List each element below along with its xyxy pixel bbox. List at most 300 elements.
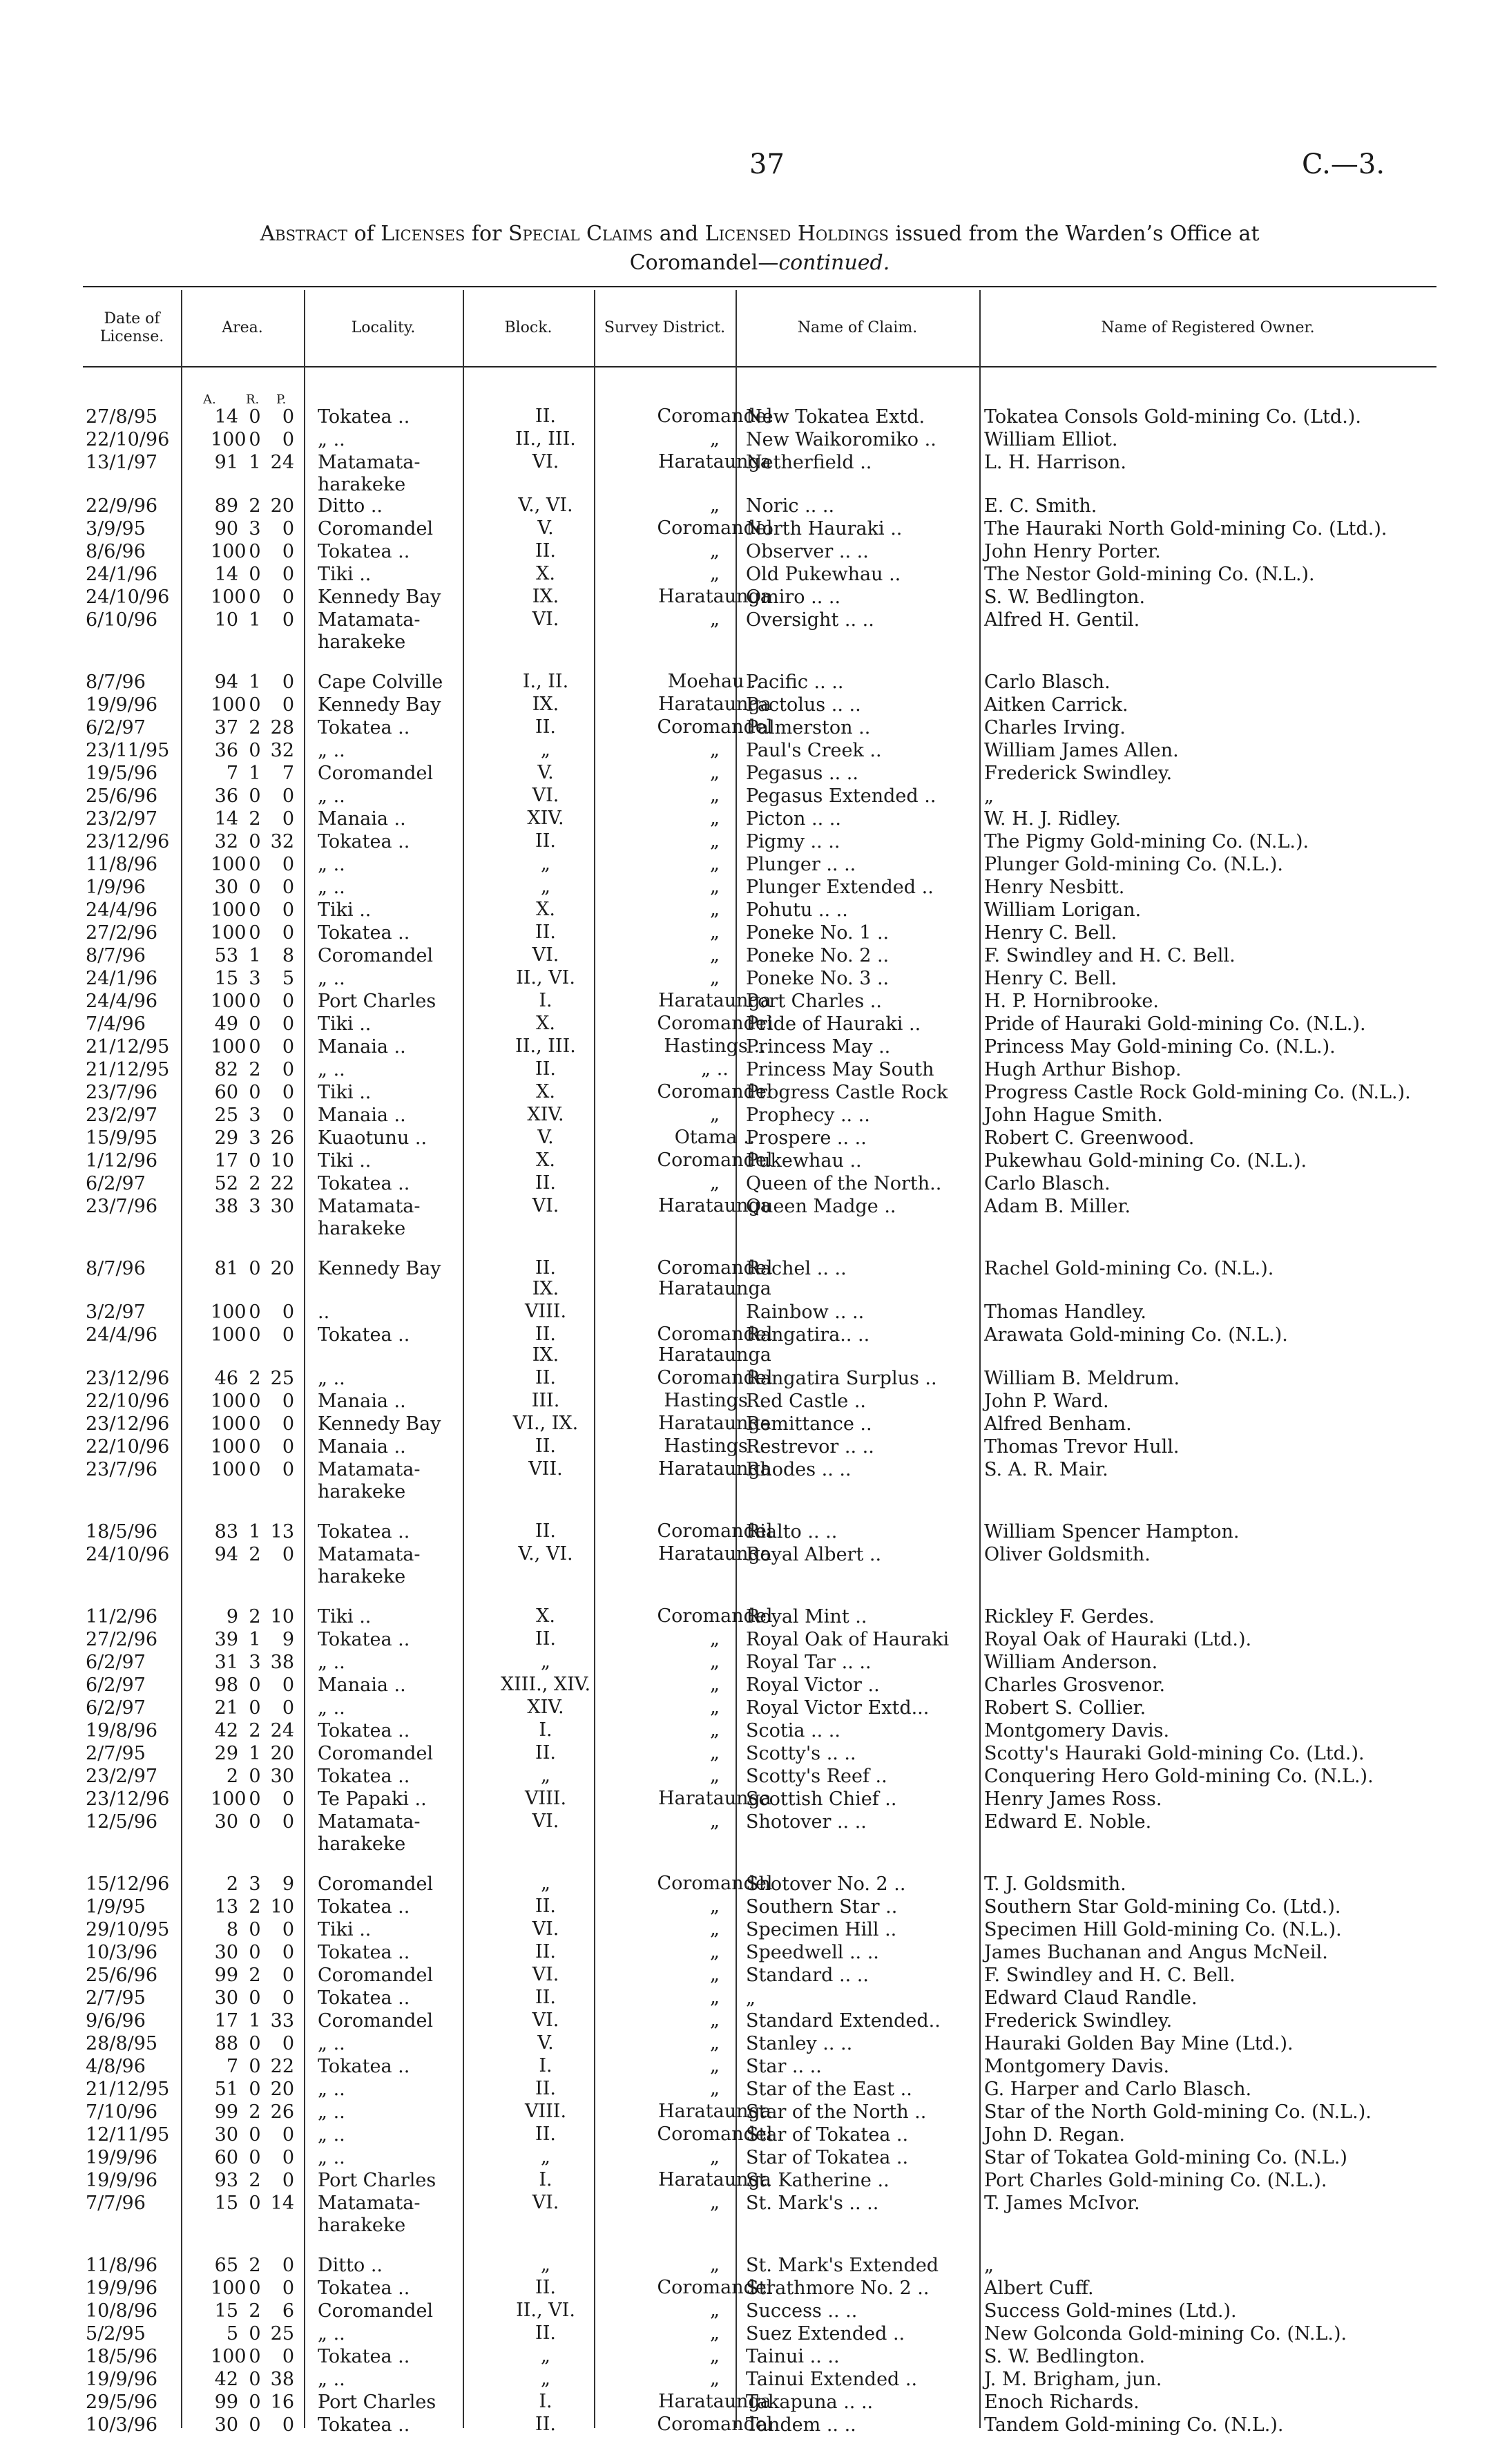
cell-locality: Port Charles [318,2170,436,2191]
cell-claim-name: Pegasus .. .. [746,763,858,784]
cell-date: 25/6/96 [86,1965,158,1986]
cell-block: V. [537,1127,554,1148]
cell-acres: 36 [214,740,238,761]
cell-district: Coromandel [657,1367,773,1388]
cell-perches: 0 [282,1919,294,1940]
table-row [83,785,1436,808]
table-row [83,1413,1436,1436]
cell-district: Coromandel [657,1013,773,1034]
cell-date: 22/10/96 [86,429,170,450]
cell-perches: 0 [282,1059,294,1080]
cell-locality: Kennedy Bay [318,586,441,608]
cell-perches: 0 [282,1544,294,1565]
page-reference: C.—3. [1302,149,1385,180]
cell-date: 15/12/96 [86,1873,170,1895]
cell-block: VI. [532,1195,559,1216]
cell-locality: „ .. [318,2033,345,2054]
cell-district: Harataunga [658,2101,771,2122]
cell-locality: Tokatea .. [318,406,410,428]
cell-roods: 2 [249,1720,261,1741]
cell-date: 27/8/95 [86,406,158,428]
title-licensed-holdings: Licensed Holdings [704,222,889,246]
cell-roods: 1 [249,2010,261,2032]
cell-district: Coromandel [657,405,773,427]
cell-district: Coromandel [657,2277,773,2298]
cell-block: VI. [532,944,559,966]
cell-roods: 1 [249,763,261,784]
cell-district: „ [710,2345,720,2367]
cell-block: II. [535,1941,556,1962]
cell-acres: 100 [211,991,247,1012]
title-special-claims: Special Claims [508,222,653,246]
cell-perches: 0 [282,2414,294,2436]
cell-block: „ [541,2368,550,2389]
cell-block: I. [539,2055,552,2076]
cell-locality: Tiki .. [318,564,372,585]
cell-claim-name: Tainui .. .. [746,2346,840,2367]
table-row [83,968,1436,991]
cell-acres: 51 [214,2079,238,2100]
cell-district: „ [710,1628,720,1650]
cell-district: „ [710,2368,720,2389]
cell-block: VIII. [524,1788,567,1809]
cell-owner: S. W. Bedlington. [984,2346,1146,2367]
cell-locality: „ .. [318,1652,345,1673]
cell-claim-name: Palmerston .. [746,717,871,738]
cell-claim-name: St. Katherine .. [746,2170,890,2191]
cell-block: V. [537,2032,554,2054]
cell-claim-name: Pacific .. .. [746,671,844,693]
cell-date: 23/7/96 [86,1196,158,1217]
cell-date: 9/6/96 [86,2010,146,2032]
cell-perches: 0 [282,877,294,898]
header-area: Area. [222,319,263,336]
cell-perches: 7 [282,763,294,784]
cell-block: II. [535,1742,556,1764]
cell-locality: Matamata-harakeke [318,2193,421,2236]
cell-block: X. [536,1605,555,1627]
cell-owner: Hugh Arthur Bishop. [984,1059,1182,1080]
table-row [83,1459,1436,1502]
cell-district: „ [710,1172,720,1194]
cell-date: 1/9/96 [86,877,146,898]
table-row [83,1919,1436,1942]
cell-date: 28/8/95 [86,2033,158,2054]
cell-roods: 0 [249,1391,261,1412]
cell-owner: Thomas Trevor Hull. [984,1436,1180,1458]
cell-acres: 83 [214,1521,238,1543]
cell-roods: 0 [249,1013,261,1035]
table-row [83,1652,1436,1674]
cell-district: „ [710,853,720,875]
cell-owner: F. Swindley and H. C. Bell. [984,945,1236,966]
cell-acres: 60 [214,1082,238,1103]
cell-acres: 42 [214,2369,238,2390]
cell-acres: 99 [214,1965,238,1986]
cell-acres: 13 [214,1896,238,1918]
cell-block: „ [541,1873,550,1894]
cell-perches: 0 [282,808,294,830]
cell-owner: Specimen Hill Gold-mining Co. (N.L.). [984,1919,1342,1940]
cell-district: „ [710,495,720,516]
table-row [83,495,1436,518]
cell-district: Otama .. [674,1127,756,1148]
cell-date: 12/5/96 [86,1811,158,1833]
cell-locality: Tokatea .. [318,717,410,738]
cell-owner: Thomas Handley. [984,1301,1146,1323]
cell-owner: John P. Ward. [984,1391,1109,1412]
cell-claim-name: Pigmy .. .. [746,831,840,852]
table-row [83,831,1436,854]
cell-claim-name: Poneke No. 1 .. [746,922,890,944]
cell-roods: 3 [249,1652,261,1673]
cell-locality: Tokatea .. [318,541,410,562]
table-row [83,1036,1436,1059]
cell-perches: 26 [270,1127,294,1149]
cell-locality: Manaia .. [318,1436,406,1458]
cell-owner: Henry James Ross. [984,1788,1162,1810]
cell-roods: 2 [249,2101,261,2123]
cell-roods: 0 [249,2346,261,2367]
cell-block: „ [541,2146,550,2168]
cell-claim-name: Red Castle .. [746,1391,866,1412]
cell-locality: Tokatea .. [318,2277,410,2299]
cell-owner: W. H. J. Ridley. [984,808,1121,830]
cell-roods: 0 [249,1436,261,1458]
cell-owner: Henry C. Bell. [984,922,1117,944]
cell-perches: 33 [270,2010,294,2032]
cell-date: 23/2/97 [86,808,158,830]
cell-locality: Ditto .. [318,2255,383,2276]
table-row [83,2193,1436,2236]
cell-date: 22/10/96 [86,1391,170,1412]
cell-roods: 0 [249,2277,261,2299]
cell-date: 10/8/96 [86,2300,158,2322]
cell-date: 21/12/95 [86,1059,170,1080]
cell-block: X. [536,899,555,920]
cell-roods: 0 [249,877,261,898]
cell-block: VI. [532,2192,559,2213]
cell-locality: Tokatea .. [318,922,410,944]
table-row [83,1629,1436,1652]
cell-owner: Pride of Hauraki Gold-mining Co. (N.L.). [984,1013,1366,1035]
cell-block: II. [535,1520,556,1542]
cell-acres: 98 [214,1674,238,1696]
cell-perches: 0 [282,1105,294,1126]
cell-block: II. [535,405,556,427]
cell-owner: E. C. Smith. [984,495,1097,517]
cell-owner: Montgomery Davis. [984,1720,1170,1741]
cell-locality: Matamata-harakeke [318,1196,421,1239]
cell-roods: 2 [249,717,261,738]
cell-roods: 1 [249,452,261,473]
cell-district: „ [710,2300,720,2321]
cell-block: VI. [532,1811,559,1832]
cell-district: Coromandel [657,1081,773,1102]
cell-district: „ [710,830,720,852]
cell-claim-name: Royal Victor .. [746,1674,880,1696]
cell-locality: Coromandel [318,763,434,784]
cell-claim-name: Rangatira Surplus .. [746,1368,937,1389]
title-of: of [354,222,374,246]
cell-perches: 0 [282,2346,294,2367]
cell-roods: 0 [249,1082,261,1103]
cell-owner: William Spencer Hampton. [984,1521,1240,1543]
table-row [83,429,1436,452]
table-row [83,2033,1436,2056]
cell-claim-name: Royal Tar .. .. [746,1652,872,1673]
table-row [83,2124,1436,2147]
cell-owner: Star of Tokatea Gold-mining Co. (N.L.) [984,2147,1347,2168]
cell-date: 8/7/96 [86,1258,146,1279]
header-top-rule [83,286,1436,287]
cell-owner: Plunger Gold-mining Co. (N.L.). [984,854,1283,875]
cell-date: 23/2/97 [86,1766,158,1787]
cell-locality: „ .. [318,2369,345,2390]
cell-claim-name: Rangatira.. .. [746,1324,870,1346]
cell-date: 24/4/96 [86,899,158,921]
cell-claim-name: Standard .. .. [746,1965,869,1986]
cell-district: „ [710,1742,720,1764]
cell-owner: Edward E. Noble. [984,1811,1152,1833]
cell-district: „ [710,1104,720,1125]
cell-block: XIII., XIV. [500,1674,591,1695]
cell-claim-name: North Hauraki .. [746,518,903,539]
table-row [83,2391,1436,2414]
cell-date: 6/2/97 [86,717,146,738]
cell-roods: 3 [249,1127,261,1149]
cell-perches: 0 [282,1674,294,1696]
cell-date: 10/3/96 [86,1942,158,1963]
cell-owner: Alfred Benham. [984,1413,1132,1435]
cell-locality: „ .. [318,968,345,989]
cell-claim-name: Royal Victor Extd... [746,1697,930,1719]
cell-date: 19/9/96 [86,2147,158,2168]
cell-perches: 0 [282,671,294,693]
table-row [83,2300,1436,2323]
cell-acres: 32 [214,831,238,852]
cell-date: 13/1/97 [86,452,158,473]
cell-date: 27/2/96 [86,1629,158,1650]
cell-roods: 1 [249,1629,261,1650]
cell-district: Harataunga [658,2391,771,2412]
cell-perches: 0 [282,1413,294,1435]
cell-date: 23/7/96 [86,1459,158,1480]
cell-roods: 0 [249,1301,261,1323]
cell-district: „ [710,921,720,943]
cell-district: „ [710,1674,720,1695]
cell-roods: 0 [249,2147,261,2168]
unit-acres: A. [203,392,216,407]
header-district: Survey District. [604,319,726,336]
table-row [83,609,1436,653]
cell-block: II. IX. [532,1257,559,1299]
cell-district: „ [710,739,720,761]
cell-date: 11/2/96 [86,1606,158,1627]
cell-claim-name: Star of the North .. [746,2101,927,2123]
unit-perches: P. [276,392,287,407]
cell-locality: Tiki .. [318,1919,372,1940]
cell-perches: 0 [282,1459,294,1480]
cell-locality: „ .. [318,1059,345,1080]
cell-block: X. [536,1081,555,1102]
cell-block: II. [535,540,556,562]
cell-acres: 99 [214,2391,238,2413]
table-row [83,877,1436,899]
cell-owner: Frederick Swindley. [984,763,1173,784]
cell-roods: 0 [249,1674,261,1696]
cell-district: Coromandel [657,2123,773,2145]
cell-date: 6/2/97 [86,1652,146,1673]
cell-roods: 3 [249,968,261,989]
cell-perches: 25 [270,2323,294,2344]
cell-claim-name: „ [746,1987,756,2009]
cell-claim-name: Takapuna .. .. [746,2391,874,2413]
table-row [83,1258,1436,1301]
cell-owner: Robert C. Greenwood. [984,1127,1195,1149]
cell-roods: 0 [249,1919,261,1940]
cell-claim-name: Shotover .. .. [746,1811,867,1833]
cell-block: VIII. [524,1301,567,1322]
cell-acres: 31 [214,1652,238,1673]
cell-locality: Tokatea .. [318,1942,410,1963]
cell-owner: Aitken Carrick. [984,694,1128,716]
cell-perches: 20 [270,495,294,517]
cell-block: „ [541,2254,550,2275]
cell-acres: 30 [214,1987,238,2009]
title-licenses: Licenses [381,222,465,246]
cell-roods: 0 [249,991,261,1012]
cell-owner: John Hague Smith. [984,1105,1163,1126]
cell-district: „ [710,563,720,584]
cell-perches: 0 [282,1391,294,1412]
cell-acres: 2 [226,1873,238,1895]
cell-locality: Manaia .. [318,1391,406,1412]
cell-district: Moehau .. [667,671,762,692]
cell-block: VI. [532,785,559,806]
cell-perches: 13 [270,1521,294,1543]
cell-locality: Kuaotunu .. [318,1127,427,1149]
table-row [83,518,1436,541]
cell-owner: Carlo Blasch. [984,1173,1111,1194]
cell-locality: Tiki .. [318,1606,372,1627]
cell-owner: Oliver Goldsmith. [984,1544,1151,1565]
table-row [83,2323,1436,2346]
cell-block: II. [535,1895,556,1917]
table-row [83,1942,1436,1965]
table-row [83,1368,1436,1391]
cell-claim-name: Scotty's Reef .. [746,1766,887,1787]
cell-acres: 30 [214,1811,238,1833]
cell-date: 12/11/95 [86,2124,170,2146]
table-row [83,1873,1436,1896]
cell-acres: 5 [226,2323,238,2344]
cell-date: 21/12/95 [86,1036,170,1058]
cell-acres: 14 [214,406,238,428]
cell-locality: „ .. [318,2079,345,2100]
cell-locality: Manaia .. [318,808,406,830]
cell-claim-name: Rhodes .. .. [746,1459,852,1480]
cell-district: „ [710,2192,720,2213]
cell-perches: 32 [270,740,294,761]
title-lead: Abstract [260,222,348,246]
header-block: Block. [504,319,552,336]
cell-locality: Kennedy Bay [318,1413,441,1435]
cell-locality: Manaia .. [318,1674,406,1696]
cell-owner: T. J. Goldsmith. [984,1873,1126,1895]
cell-owner: Tandem Gold-mining Co. (N.L.). [984,2414,1284,2436]
cell-acres: 89 [214,495,238,517]
cell-locality: Tokatea .. [318,1987,410,2009]
cell-date: 11/8/96 [86,2255,158,2276]
cell-claim-name: Netherfield .. [746,452,872,473]
cell-roods: 0 [249,1942,261,1963]
page-title [83,220,1436,278]
cell-locality: Matamata-harakeke [318,1459,421,1502]
cell-owner: Port Charles Gold-mining Co. (N.L.). [984,2170,1327,2191]
cell-roods: 0 [249,2124,261,2146]
table-row [83,1811,1436,1855]
cell-block: I. [539,2391,552,2412]
cell-roods: 0 [249,1788,261,1810]
cell-acres: 15 [214,2300,238,2322]
cell-block: II. IX. [532,1324,559,1366]
cell-date: 19/9/96 [86,694,158,716]
cell-date: 29/10/95 [86,1919,170,1940]
cell-locality: Tiki .. [318,1150,372,1172]
table-row [83,1521,1436,1544]
table-row [83,1150,1436,1173]
cell-block: II. [535,921,556,943]
cell-date: 8/7/96 [86,945,146,966]
cell-block: XIV. [527,808,564,829]
title-place: Coromandel— [629,251,779,275]
cell-block: VII. [528,1458,563,1480]
cell-roods: 0 [249,1459,261,1480]
cell-roods: 0 [249,429,261,450]
cell-claim-name: Picton .. .. [746,808,841,830]
cell-date: 23/12/96 [86,1368,170,1389]
cell-roods: 0 [249,2193,261,2214]
cell-perches: 0 [282,2255,294,2276]
table-row [83,1743,1436,1766]
cell-locality: Kennedy Bay [318,694,441,716]
cell-district: „ [710,785,720,806]
table-row [83,991,1436,1013]
cell-block: VIII. [524,2101,567,2122]
cell-roods: 2 [249,1059,261,1080]
cell-date: 27/2/96 [86,922,158,944]
cell-block: VI. [532,451,559,472]
table-row [83,1674,1436,1697]
cell-claim-name: Old Pukewhau .. [746,564,901,585]
cell-claim-name: Star of the East .. [746,2079,912,2100]
cell-roods: 2 [249,2170,261,2191]
cell-perches: 0 [282,1436,294,1458]
cell-district: „ [710,540,720,562]
cell-perches: 20 [270,1258,294,1279]
cell-block: IX. [532,586,559,607]
table-row [83,1606,1436,1629]
table-row [83,2079,1436,2101]
cell-perches: 5 [282,968,294,989]
cell-acres: 100 [211,1436,247,1458]
cell-roods: 0 [249,406,261,428]
cell-roods: 0 [249,1258,261,1279]
table-row [83,1436,1436,1459]
cell-locality: Tokatea .. [318,1766,410,1787]
cell-district: „ [710,944,720,966]
